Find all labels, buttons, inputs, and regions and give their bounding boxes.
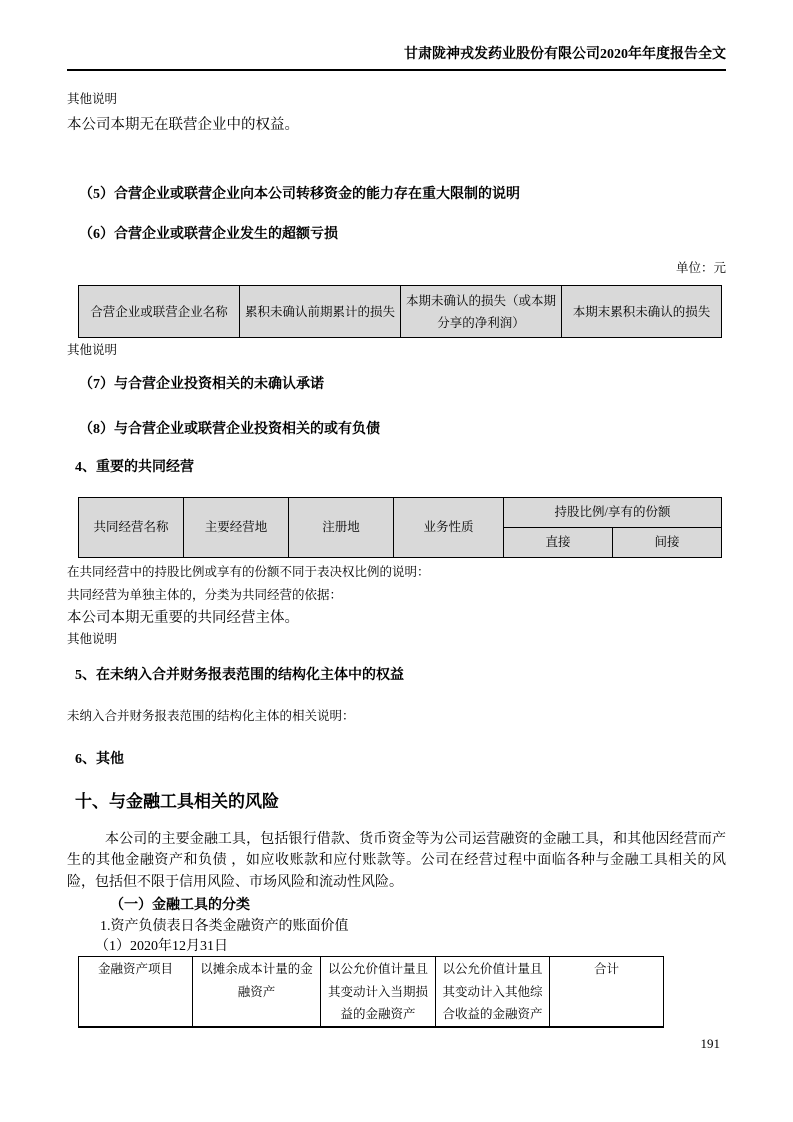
- table-header-cell-share-span: 持股比例/享有的份额: [504, 498, 722, 528]
- table-header-cell: 以公允价值计量且其变动计入当期损益的金融资产: [321, 957, 436, 1027]
- section-heading-5-transfer-limit: （5）合营企业或联营企业向本公司转移资金的能力存在重大限制的说明: [79, 187, 520, 202]
- section-heading-5-structured-entities: 5、在未纳入合并财务报表范围的结构化主体中的权益: [75, 668, 404, 683]
- other-note-label-2: 其他说明: [67, 343, 118, 357]
- table-header-cell: 以公允价值计量且其变动计入其他综合收益的金融资产: [436, 957, 550, 1027]
- no-associate-statement: 本公司本期无在联营企业中的权益。: [67, 117, 299, 133]
- subheading-book-value: 1.资产负债表日各类金融资产的账面价值: [100, 919, 349, 935]
- table-header-row: [79, 957, 664, 1027]
- table-header-cell: 本期末累积未确认的损失: [562, 286, 722, 338]
- subheading-date: （1）2020年12月31日: [95, 939, 228, 955]
- table-header-cell: 以摊余成本计量的金融资产: [193, 957, 321, 1027]
- table-header-row: [79, 498, 722, 528]
- table-header-cell: 主要经营地: [184, 498, 289, 558]
- financial-assets-table: [78, 956, 664, 1028]
- table-header-cell: 业务性质: [394, 498, 504, 558]
- table-header-cell: 共同经营名称: [79, 498, 184, 558]
- excess-loss-table: [78, 285, 722, 338]
- table-header-cell: 金融资产项目: [79, 957, 193, 1027]
- joint-share-note: 在共同经营中的持股比例或享有的份额不同于表决权比例的说明：: [67, 565, 430, 579]
- section-heading-6-other: 6、其他: [75, 752, 124, 767]
- table-header-cell: 本期未确认的损失（或本期分享的净利润）: [401, 286, 562, 338]
- other-note-label-3: 其他说明: [67, 632, 118, 646]
- chapter-heading-financial-instrument-risk: 十、与金融工具相关的风险: [75, 792, 279, 811]
- joint-operation-table: [78, 497, 722, 558]
- report-header-title: 甘肃陇神戎发药业股份有限公司2020年年度报告全文: [404, 47, 726, 62]
- table-header-cell: 注册地: [289, 498, 394, 558]
- section-heading-4-joint-operation: 4、重要的共同经营: [75, 460, 194, 475]
- table-header-cell: 合计: [550, 957, 664, 1027]
- section-heading-6-excess-loss: （6）合营企业或联营企业发生的超额亏损: [79, 227, 338, 242]
- page-number: 191: [700, 1036, 720, 1051]
- section-heading-7-commitments: （7）与合营企业投资相关的未确认承诺: [79, 377, 324, 392]
- table-header-cell-indirect: 间接: [613, 528, 722, 558]
- unit-label: 单位：元: [675, 261, 726, 275]
- table-header-row: [79, 286, 722, 338]
- structured-entities-note: 未纳入合并财务报表范围的结构化主体的相关说明：: [67, 709, 355, 723]
- subheading-classification: （一）金融工具的分类: [110, 898, 250, 914]
- joint-basis-note: 共同经营为单独主体的，分类为共同经营的依据：: [67, 588, 343, 602]
- table-header-cell-direct: 直接: [504, 528, 613, 558]
- no-joint-operation-statement: 本公司本期无重要的共同经营主体。: [67, 610, 299, 626]
- table-header-cell: 合营企业或联营企业名称: [79, 286, 240, 338]
- other-note-label-1: 其他说明: [67, 92, 118, 106]
- table-header-cell: 累积未确认前期累计的损失: [240, 286, 401, 338]
- risk-intro-paragraph: 本公司的主要金融工具，包括银行借款、货币资金等为公司运营融资的金融工具，和其他因经营而产生的其他金融资产和负债 ，如应收账款和应付账款等。公司在经营过程中面临各种与金融工具相关的风险，包括但不限于信用风险、市场风险和流动性风险。: [67, 832, 726, 890]
- report-header: [67, 0, 726, 71]
- section-heading-8-contingent: （8）与合营企业或联营企业投资相关的或有负债: [79, 422, 380, 437]
